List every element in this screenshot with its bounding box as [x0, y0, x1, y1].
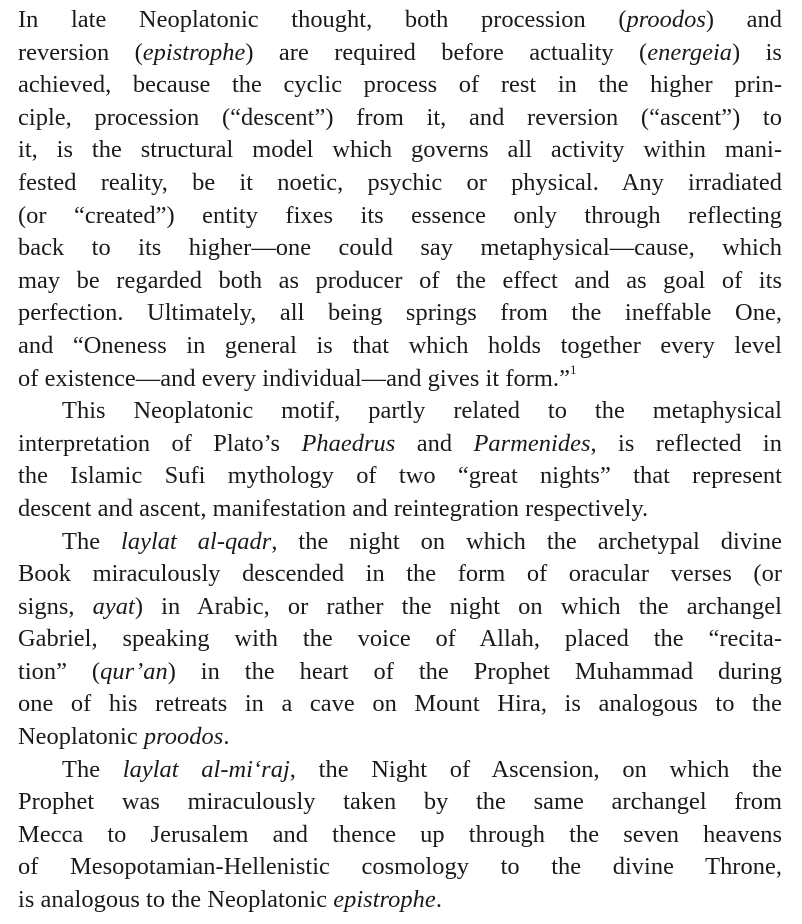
text-run: Mecca to Jerusalem and thence up through the seven heavens	[18, 820, 782, 848]
text-run: , is reflected in	[590, 429, 783, 457]
text-line	[18, 688, 782, 721]
text-run: Prophet was miraculously taken by the same archangel from	[18, 788, 782, 816]
text-run: .	[223, 723, 230, 751]
italic-term: proodos	[626, 6, 706, 33]
text-line	[18, 167, 782, 200]
text-run: signs,	[18, 592, 93, 620]
text-run: ciple, procession (“descent”) from it, and reversion (“ascent”) to	[18, 103, 782, 131]
text-run: , the Night of Ascension, on which the	[289, 755, 783, 783]
paragraph-1	[18, 4, 782, 395]
text-line	[18, 754, 782, 787]
body-text	[18, 4, 782, 917]
text-run: descent and ascent, manifestation and reintegration respectively.	[18, 494, 649, 522]
text-line	[18, 428, 782, 461]
text-line	[18, 526, 782, 559]
text-run: ) is	[732, 38, 782, 66]
text-run: , the night on which the archetypal divine	[271, 527, 782, 555]
text-line	[18, 330, 782, 363]
text-line	[18, 558, 782, 591]
text-run: the Islamic Sufi mythology of two “great nights” that represent	[18, 462, 782, 490]
text-line	[18, 851, 782, 884]
text-line	[18, 297, 782, 330]
text-run: (or “created”) entity fixes its essence only through reflecting	[18, 201, 782, 229]
text-line	[18, 102, 782, 135]
italic-term: proodos	[143, 723, 224, 751]
text-run: and	[395, 429, 474, 457]
italic-term: Phaedrus	[301, 429, 396, 457]
text-run: may be regarded both as producer of the effect and as goal of its	[18, 266, 782, 294]
paragraph-3	[18, 526, 782, 754]
text-line	[18, 786, 782, 819]
italic-term: ayat	[92, 592, 135, 620]
text-run: ) are required before actuality (	[245, 38, 648, 66]
text-run: ) in the heart of the Prophet Muhammad during	[167, 657, 782, 685]
text-line	[18, 591, 782, 624]
text-run: This Neoplatonic motif, partly related to the metaphysical	[62, 397, 782, 425]
italic-term: laylat al-mi‘raj	[122, 755, 290, 783]
text-run: In late Neoplatonic thought, both procession (	[18, 6, 627, 33]
text-line	[18, 819, 782, 852]
text-run: achieved, because the cyclic process of rest in the higher prin-	[18, 71, 782, 99]
text-line	[18, 721, 782, 754]
text-run: one of his retreats in a cave on Mount Hira, is analogous to the	[18, 690, 782, 718]
text-line	[18, 460, 782, 493]
italic-term: epistrophe	[142, 38, 246, 66]
text-line	[18, 395, 782, 428]
text-line	[18, 134, 782, 167]
text-run: and “Oneness in general is that which holds together every level	[18, 331, 782, 359]
text-run: of Mesopotamian-Hellenistic cosmology to the divine Throne,	[18, 853, 782, 881]
paragraph-2	[18, 395, 782, 525]
text-run: is analogous to the Neoplatonic	[18, 886, 334, 914]
paragraph-4	[18, 754, 782, 917]
text-run: it, is the structural model which governs all activity within mani-	[18, 136, 782, 164]
italic-term: energeia	[647, 38, 733, 66]
italic-term: epistrophe	[333, 886, 436, 914]
text-run: The	[62, 755, 123, 783]
italic-term: laylat al-qadr	[121, 527, 272, 555]
text-run: ) and	[705, 6, 783, 33]
text-line	[18, 200, 782, 233]
italic-term: Parmenides	[473, 429, 591, 457]
text-line	[18, 232, 782, 265]
text-run: tion” (	[18, 657, 101, 685]
text-line	[18, 37, 782, 70]
text-run: Gabriel, speaking with the voice of Allah, placed the “recita-	[18, 625, 782, 653]
text-line	[18, 656, 782, 689]
text-run: fested reality, be it noetic, psychic or physical. Any irradiated	[18, 168, 782, 196]
text-run: reversion (	[18, 38, 143, 66]
text-run: back to its higher—one could say metaphysical—cause, which	[18, 234, 782, 262]
text-line	[18, 265, 782, 298]
italic-term: qur’an	[100, 657, 168, 685]
text-run: .	[435, 886, 442, 914]
text-line	[18, 69, 782, 102]
text-run: of existence—and every individual—and gives it form.”	[18, 364, 570, 392]
text-line	[18, 493, 782, 526]
text-run: perfection. Ultimately, all being springs from the ineffable One,	[18, 299, 782, 327]
text-run: Book miraculously descended in the form of oracular verses (or	[18, 560, 782, 588]
text-line	[18, 623, 782, 656]
text-run: ) in Arabic, or rather the night on which the archangel	[134, 592, 782, 620]
text-line	[18, 363, 782, 396]
text-line	[18, 4, 782, 37]
text-run: The	[62, 527, 122, 555]
footnote-marker: 1	[569, 362, 577, 378]
text-run: Neoplatonic	[18, 723, 144, 751]
text-run: interpretation of Plato’s	[18, 429, 302, 457]
text-line	[18, 884, 782, 917]
